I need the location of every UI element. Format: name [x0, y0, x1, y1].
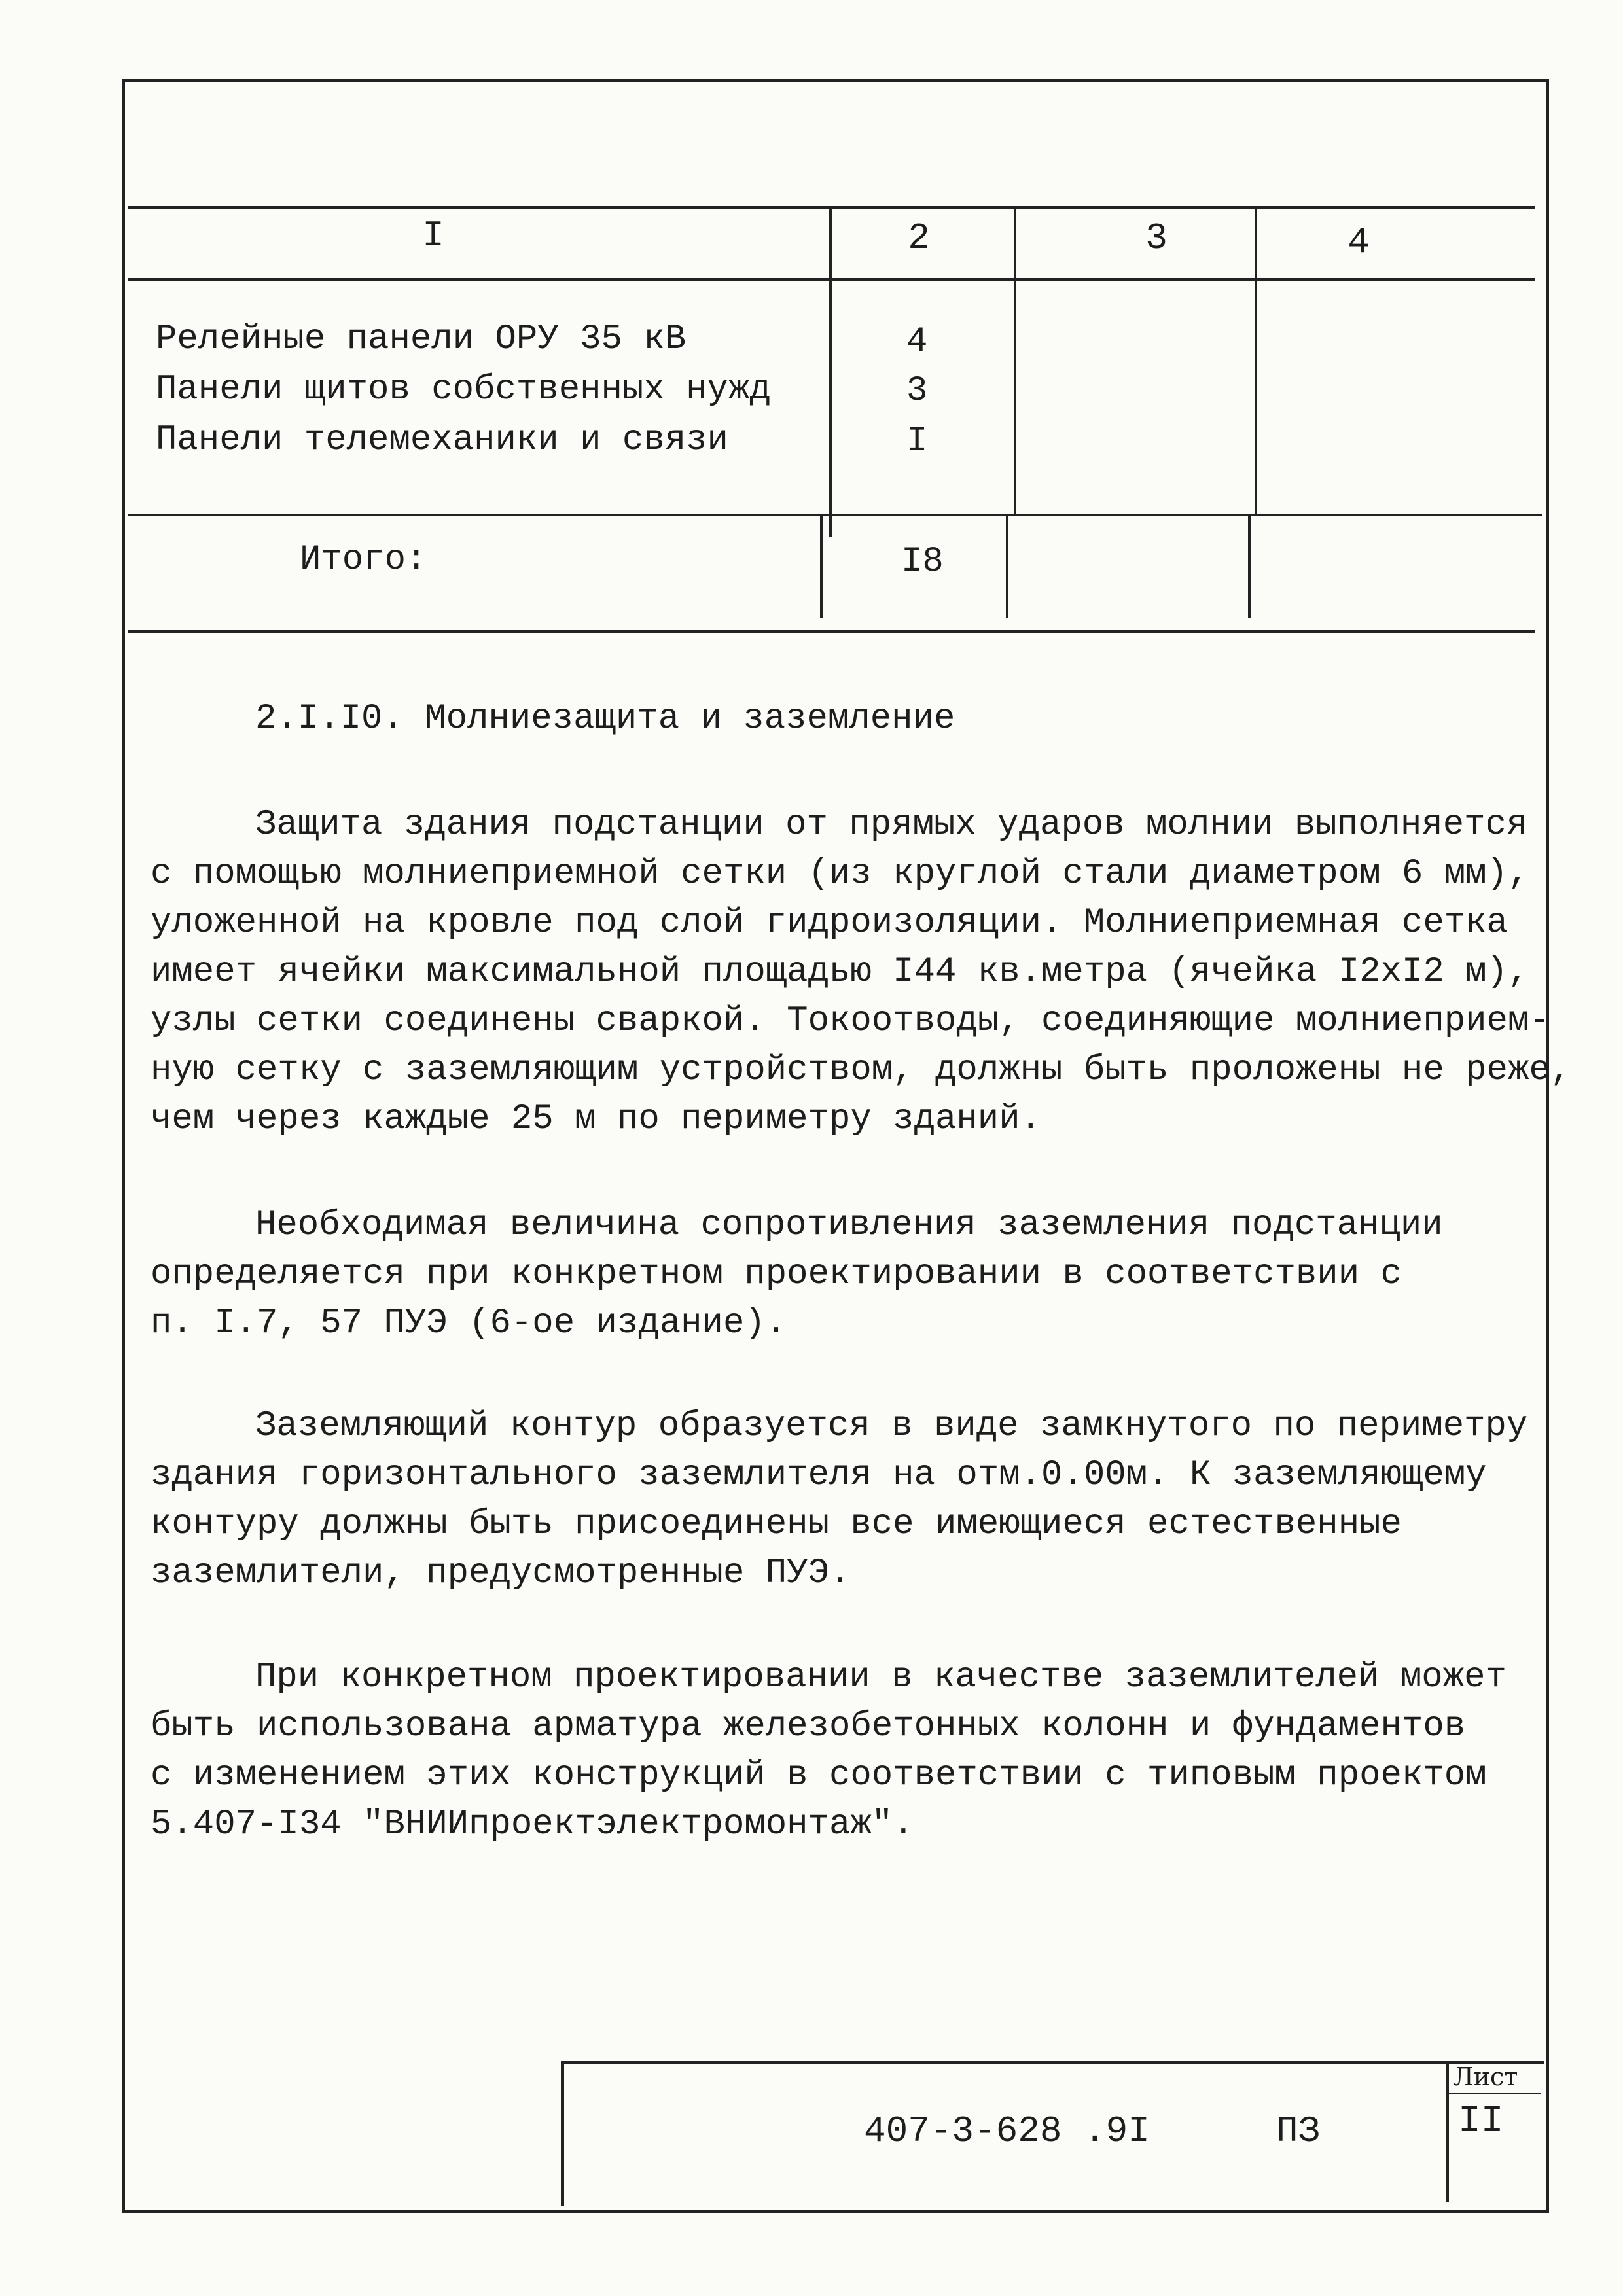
table-col-divider-1b	[820, 514, 823, 618]
document-type: ПЗ	[1276, 2110, 1321, 2152]
paragraph-1-line: чем через каждые 25 м по периметру зданий.	[151, 1099, 1042, 1139]
section-heading: 2.I.I0. Молниезащита и заземление	[255, 699, 955, 739]
paragraph-2-line: определяется при конкретном проектировании в соответствии с	[151, 1254, 1402, 1294]
table-col-divider-3b	[1248, 514, 1251, 618]
paragraph-1-line: имеет ячейки максимальной площадью I44 кв.метра (ячейка I2хI2 м),	[151, 952, 1529, 992]
paragraph-1-line: узлы сетки соединены сваркой. Токоотводы, соединяющие молниеприем-	[151, 1001, 1550, 1041]
paragraph-4-line: 5.407-I34 "ВНИИпроектэлектромонтаж".	[151, 1805, 914, 1845]
paragraph-1-line: уложенной на кровле под слой гидроизоляции. Молниеприемная сетка	[151, 903, 1508, 943]
table-col-header-3: 3	[1145, 217, 1168, 259]
paragraph-2-line: п. I.7, 57 ПУЭ (6-ое издание).	[151, 1303, 787, 1343]
paragraph-2-line: Необходимая величина сопротивления заземления подстанции	[255, 1205, 1443, 1245]
table-col-divider-2	[1014, 206, 1016, 514]
table-col-header-1: I	[422, 215, 444, 256]
table-total-label: Итого:	[300, 540, 427, 580]
sheet-divider	[1449, 2093, 1541, 2094]
paragraph-4-line: быть использована арматура железобетонных колонн и фундаментов	[151, 1706, 1466, 1746]
paragraph-3-line: контуру должны быть присоединены все имеющиеся естественные	[151, 1504, 1402, 1544]
paragraph-2	[151, 1201, 1512, 1348]
table-bottom-line	[128, 630, 1535, 633]
table-col-header-4: 4	[1347, 221, 1370, 263]
document-code: 407-3-628 .9I	[864, 2110, 1150, 2152]
table-body-line	[128, 514, 1542, 516]
table-col-divider-2b	[1006, 514, 1008, 618]
paragraph-4-line: с изменением этих конструкций в соответствии с типовым проектом	[151, 1756, 1487, 1795]
paragraph-1	[151, 800, 1572, 1144]
table-row-2-count: 3	[906, 371, 928, 411]
paragraph-1-line: с помощью молниеприемной сетки (из круглой стали диаметром 6 мм),	[151, 854, 1529, 894]
paragraph-4-line: При конкретном проектировании в качестве заземлителей может	[255, 1657, 1507, 1697]
table-row-2-name: Панели щитов собственных нужд	[156, 370, 771, 410]
paragraph-3-line: Заземляющий контур образуется в виде замкнутого по периметру	[255, 1406, 1528, 1446]
sheet-label: Лист	[1453, 2062, 1518, 2091]
paragraph-1-line: ную сетку с заземляющим устройством, должны быть проложены не реже,	[151, 1050, 1572, 1090]
table-header-line	[128, 278, 1535, 281]
table-col-divider-1	[829, 206, 832, 537]
table-total-value: I8	[901, 542, 944, 582]
table-row-1-count: 4	[906, 322, 928, 362]
table-col-header-2: 2	[908, 217, 930, 259]
paragraph-1-line: Защита здания подстанции от прямых ударов молнии выполняется	[255, 805, 1528, 845]
table-col-divider-3	[1255, 206, 1257, 514]
sheet-number: II	[1458, 2100, 1504, 2143]
table-row-1-name: Релейные панели ОРУ 35 кВ	[156, 319, 687, 359]
paragraph-3	[151, 1402, 1528, 1598]
paragraph-4	[151, 1653, 1512, 1849]
table-row-3-count: I	[906, 421, 928, 461]
table-row-3-name: Панели телемеханики и связи	[156, 420, 728, 460]
paragraph-3-line: заземлители, предусмотренные ПУЭ.	[151, 1553, 851, 1593]
table-top-line	[128, 206, 1535, 209]
paragraph-3-line: здания горизонтального заземлителя на отм.0.00м. К заземляющему	[151, 1455, 1487, 1495]
